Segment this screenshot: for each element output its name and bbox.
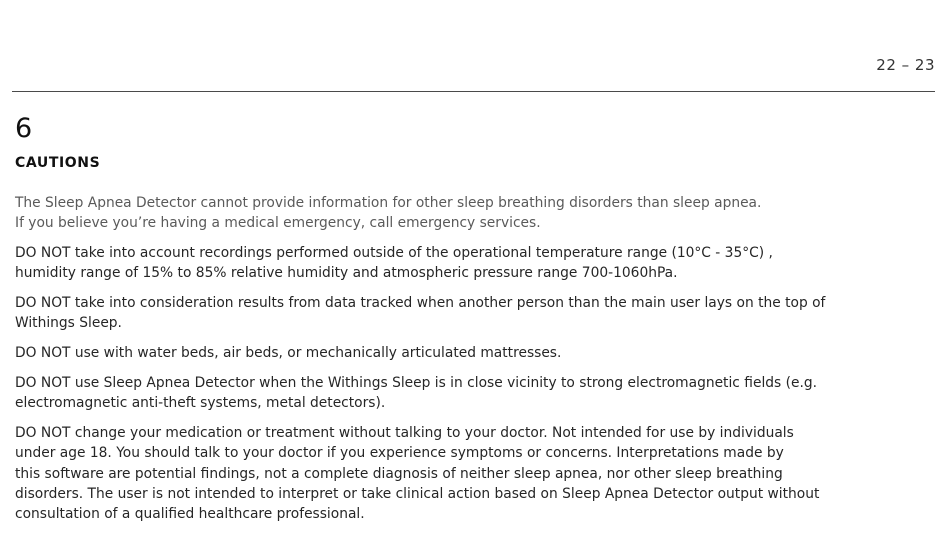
text-line: DO NOT use Sleep Apnea Detector when the Withings Sleep is in close vicinity to strong electromagnetic fields (e.g. <box>15 375 818 392</box>
caution-paragraph-electromagnetic <box>15 373 933 414</box>
text-line: DO NOT use with water beds, air beds, or mechanically articulated mattresses. <box>15 345 562 362</box>
caution-paragraph-medication <box>15 423 933 524</box>
text-line: under age 18. You should talk to your doctor if you experience symptoms or concerns. Interpretations made by <box>15 445 784 462</box>
header-divider <box>12 91 935 92</box>
text-line: The Sleep Apnea Detector cannot provide information for other sleep breathing disorders than sleep apnea. <box>15 195 762 211</box>
page-number: 22 – 23 <box>876 56 935 74</box>
section-title: CAUTIONS <box>15 155 101 171</box>
text-line: electromagnetic anti-theft systems, metal detectors). <box>15 395 386 412</box>
text-line: If you believe you’re having a medical emergency, call emergency services. <box>15 215 541 232</box>
caution-paragraph-other-person <box>15 293 933 334</box>
text-line: DO NOT take into consideration results from data tracked when another person than the main user lays on the top of <box>15 295 826 312</box>
text-line: DO NOT take into account recordings performed outside of the operational temperature range (10°C - 35°C) , <box>15 245 773 262</box>
text-line: humidity range of 15% to 85% relative humidity and atmospheric pressure range 700-1060hPa. <box>15 265 678 282</box>
text-line: this software are potential findings, not a complete diagnosis of neither sleep apnea, nor other sleep breathing <box>15 465 783 482</box>
text-line: consultation of a qualified healthcare professional. <box>15 506 365 523</box>
cautions-content <box>15 193 933 534</box>
text-line: disorders. The user is not intended to interpret or take clinical action based on Sleep Apnea Detector output without <box>15 486 820 503</box>
caution-paragraph-temperature <box>15 243 933 284</box>
section-number: 6 <box>15 113 33 144</box>
text-line: DO NOT change your medication or treatment without talking to your doctor. Not intended for use by individuals <box>15 425 794 442</box>
caution-paragraph-mattresses <box>15 343 933 363</box>
text-line: Withings Sleep. <box>15 315 122 332</box>
caution-paragraph-intro <box>15 193 933 234</box>
